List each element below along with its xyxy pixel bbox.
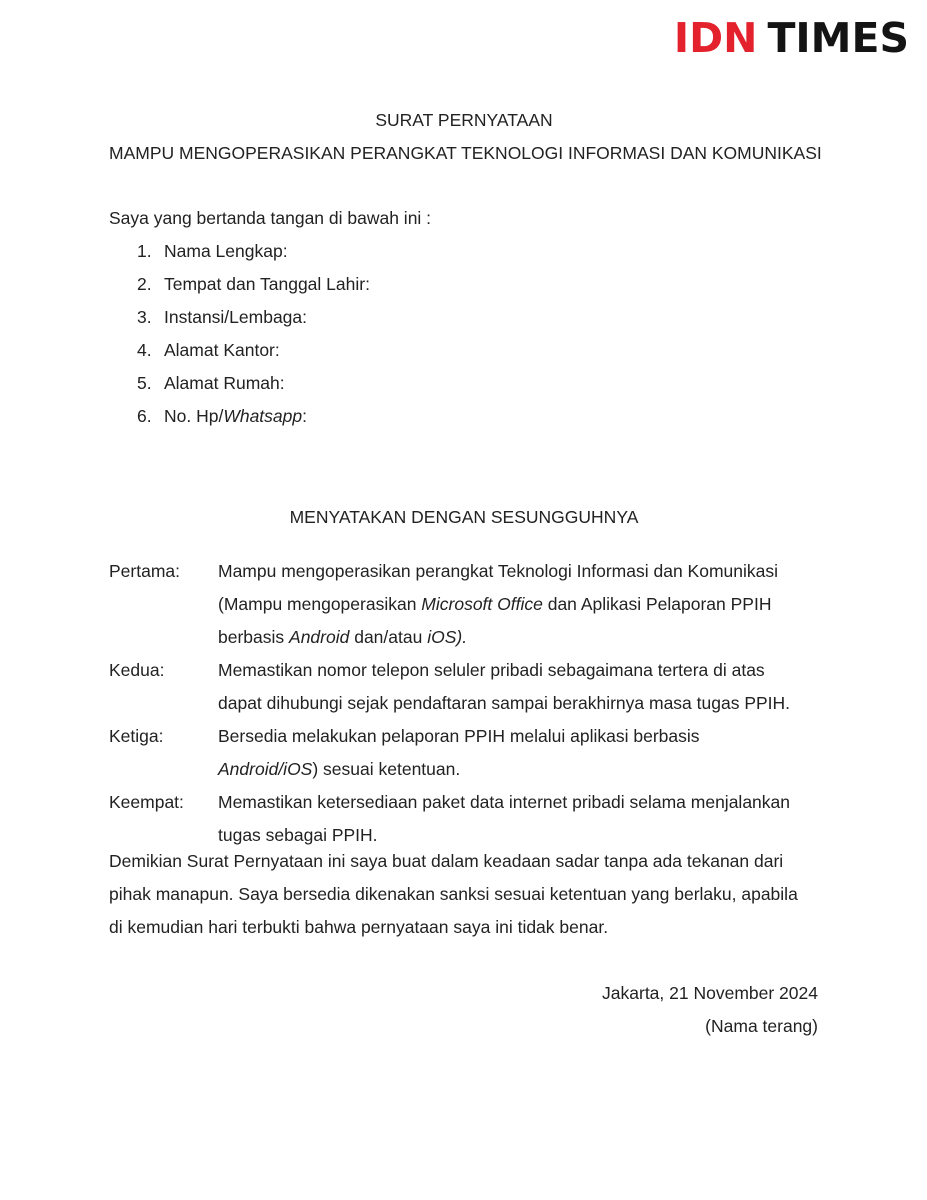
field-number: 6. [137, 406, 152, 426]
point-line [218, 753, 821, 786]
point-line: dapat dihubungi sejak pendaftaran sampai berakhirnya masa tugas PPIH. [218, 693, 791, 713]
declaration-heading: MENYATAKAN DENGAN SESUNGGUHNYA [289, 507, 639, 527]
text-run: dan/atau [349, 627, 428, 647]
signature-block [109, 977, 818, 1043]
closing-line: pihak manapun. Saya bersedia dikenakan sanksi sesuai ketentuan yang berlaku, apabila [109, 884, 798, 904]
point-kedua [109, 654, 821, 720]
point-term: Pertama: [109, 561, 180, 581]
point-line [218, 621, 821, 654]
point-line: tugas sebagai PPIH. [218, 825, 378, 845]
italic-run: Android/iOS [218, 759, 313, 779]
field-number: 4. [137, 340, 152, 360]
field-label [164, 404, 307, 428]
field-label: Nama Lengkap: [164, 241, 288, 261]
document-title: SURAT PERNYATAAN [375, 110, 553, 130]
italic-run: Android [289, 627, 350, 647]
italic-run: Microsoft Office [421, 594, 543, 614]
point-line: Memastikan ketersediaan paket data internet pribadi selama menjalankan [218, 792, 790, 812]
signer-name-placeholder: (Nama terang) [705, 1016, 818, 1036]
text-run: berbasis [218, 627, 290, 647]
closing-paragraph [109, 845, 821, 944]
logo-times: TIMES [767, 14, 909, 62]
point-description [218, 720, 821, 786]
point-line: Mampu mengoperasikan perangkat Teknologi Informasi dan Komunikasi [218, 561, 778, 581]
point-ketiga [109, 720, 821, 786]
field-label-suffix: : [302, 406, 307, 426]
point-line: Bersedia melakukan pelaporan PPIH melalui aplikasi berbasis [218, 726, 700, 746]
point-line [218, 588, 821, 621]
text-run: (Mampu mengoperasikan [218, 594, 422, 614]
document-subtitle: MAMPU MENGOPERASIKAN PERANGKAT TEKNOLOGI INFORMASI DAN KOMUNIKASI [109, 143, 822, 163]
field-label: Tempat dan Tanggal Lahir: [164, 274, 370, 294]
field-number: 1. [137, 241, 152, 261]
point-keempat [109, 786, 821, 852]
closing-line: Demikian Surat Pernyataan ini saya buat dalam keadaan sadar tanpa ada tekanan dari [109, 851, 784, 871]
point-term: Keempat: [109, 792, 184, 812]
field-label-prefix: No. Hp/ [164, 406, 224, 426]
field-label: Alamat Kantor: [164, 340, 280, 360]
field-number: 2. [137, 274, 152, 294]
field-number: 5. [137, 373, 152, 393]
point-description [218, 555, 821, 654]
italic-run: iOS). [427, 627, 468, 647]
declaration-points [109, 555, 821, 852]
point-term: Ketiga: [109, 726, 164, 746]
place-date: Jakarta, 21 November 2024 [602, 983, 818, 1003]
logo-idn: IDN [673, 14, 758, 62]
text-run: dan Aplikasi Pelaporan PPIH [542, 594, 772, 614]
point-pertama [109, 555, 821, 654]
closing-line: di kemudian hari terbukti bahwa pernyataan saya ini tidak benar. [109, 917, 609, 937]
field-label: Instansi/Lembaga: [164, 307, 308, 327]
field-label-italic: Whatsapp [223, 406, 303, 426]
point-line: Memastikan nomor telepon seluler pribadi sebagaimana tertera di atas [218, 660, 765, 680]
idn-times-logo [674, 14, 909, 62]
field-label: Alamat Rumah: [164, 373, 285, 393]
point-description [218, 654, 821, 720]
text-run: ) sesuai ketentuan. [312, 759, 461, 779]
point-description [218, 786, 821, 852]
point-term: Kedua: [109, 660, 165, 680]
intro-text: Saya yang bertanda tangan di bawah ini : [109, 208, 432, 228]
field-number: 3. [137, 307, 152, 327]
